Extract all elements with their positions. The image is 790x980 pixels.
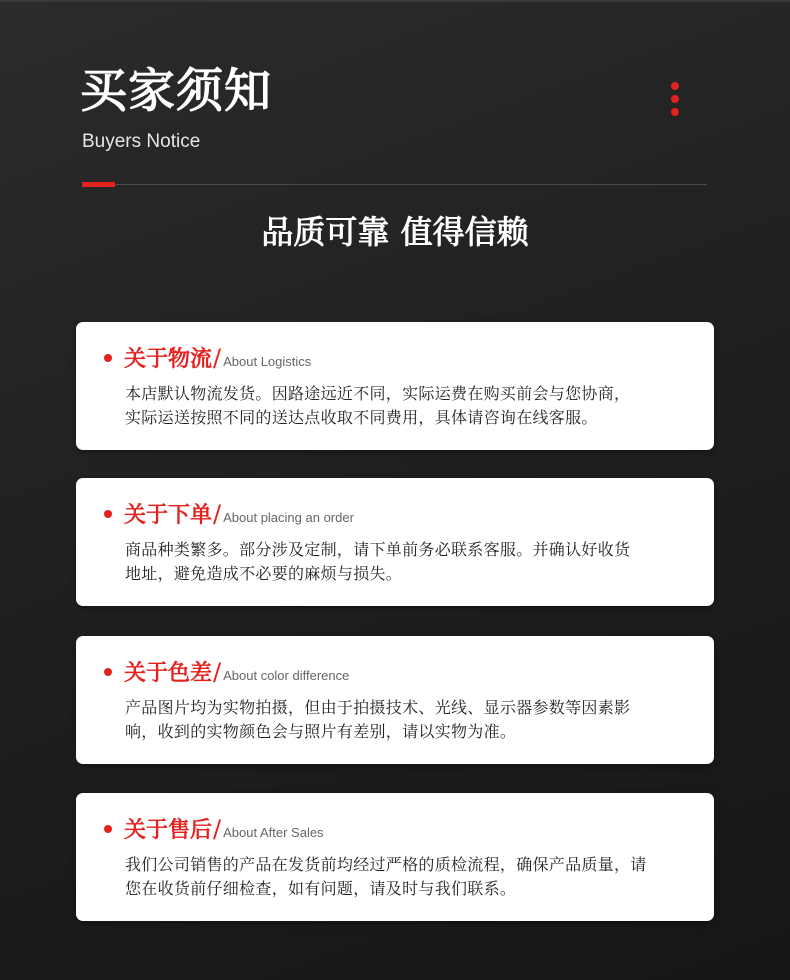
notice-subtitle: About After Sales <box>223 825 324 840</box>
notice-body-line: 您在收货前仔细检查，如有问题，请及时与我们联系。 <box>125 879 517 898</box>
dot <box>671 108 679 116</box>
dot <box>671 95 679 103</box>
bullet-dot-icon <box>104 825 112 833</box>
slash-divider: / <box>213 500 222 528</box>
dot <box>671 82 679 90</box>
slash-divider: / <box>213 658 222 686</box>
notice-body <box>125 382 695 430</box>
notice-subtitle: About placing an order <box>223 510 354 525</box>
notice-heading <box>104 813 324 845</box>
notice-subtitle: About color difference <box>223 668 350 683</box>
notice-title: 关于物流 <box>124 347 213 372</box>
page-subtitle: Buyers Notice <box>82 131 201 152</box>
notice-card-color-difference <box>76 636 714 764</box>
notice-body-line: 实际运送按照不同的送达点收取不同费用，具体请咨询在线客服。 <box>125 408 598 427</box>
top-border-line <box>0 0 790 2</box>
notice-card-ordering <box>76 478 714 606</box>
notice-title: 关于色差 <box>124 661 213 686</box>
divider-accent-bar <box>82 182 115 187</box>
notice-body <box>125 696 695 744</box>
page-title: 买家须知 <box>80 64 272 119</box>
notice-body <box>125 853 695 901</box>
more-dots-icon <box>671 82 679 121</box>
notice-heading <box>104 342 311 374</box>
notice-card-after-sales <box>76 793 714 921</box>
slogan: 品质可靠 值得信赖 <box>261 213 529 251</box>
bullet-dot-icon <box>104 510 112 518</box>
notice-body-line: 地址，避免造成不必要的麻烦与损失。 <box>125 564 403 583</box>
notice-subtitle: About Logistics <box>223 354 312 369</box>
slash-divider: / <box>213 815 222 843</box>
notice-body <box>125 538 695 586</box>
bullet-dot-icon <box>104 354 112 362</box>
slash-divider: / <box>213 344 222 372</box>
header-divider <box>82 184 707 185</box>
notice-title: 关于下单 <box>124 503 213 528</box>
notice-body-line: 商品种类繁多。部分涉及定制，请下单前务必联系客服。并确认好收货 <box>125 540 631 559</box>
notice-title: 关于售后 <box>124 818 213 843</box>
notice-body-line: 本店默认物流发货。因路途远近不同，实际运费在购买前会与您协商， <box>125 384 631 403</box>
notice-card-logistics <box>76 322 714 450</box>
notice-body-line: 产品图片均为实物拍摄，但由于拍摄技术、光线、显示器参数等因素影 <box>125 698 631 717</box>
notice-heading <box>104 656 349 688</box>
bullet-dot-icon <box>104 668 112 676</box>
notice-body-line: 响，收到的实物颜色会与照片有差别，请以实物为准。 <box>125 722 517 741</box>
notice-heading <box>104 498 354 530</box>
notice-body-line: 我们公司销售的产品在发货前均经过严格的质检流程，确保产品质量，请 <box>125 855 647 874</box>
